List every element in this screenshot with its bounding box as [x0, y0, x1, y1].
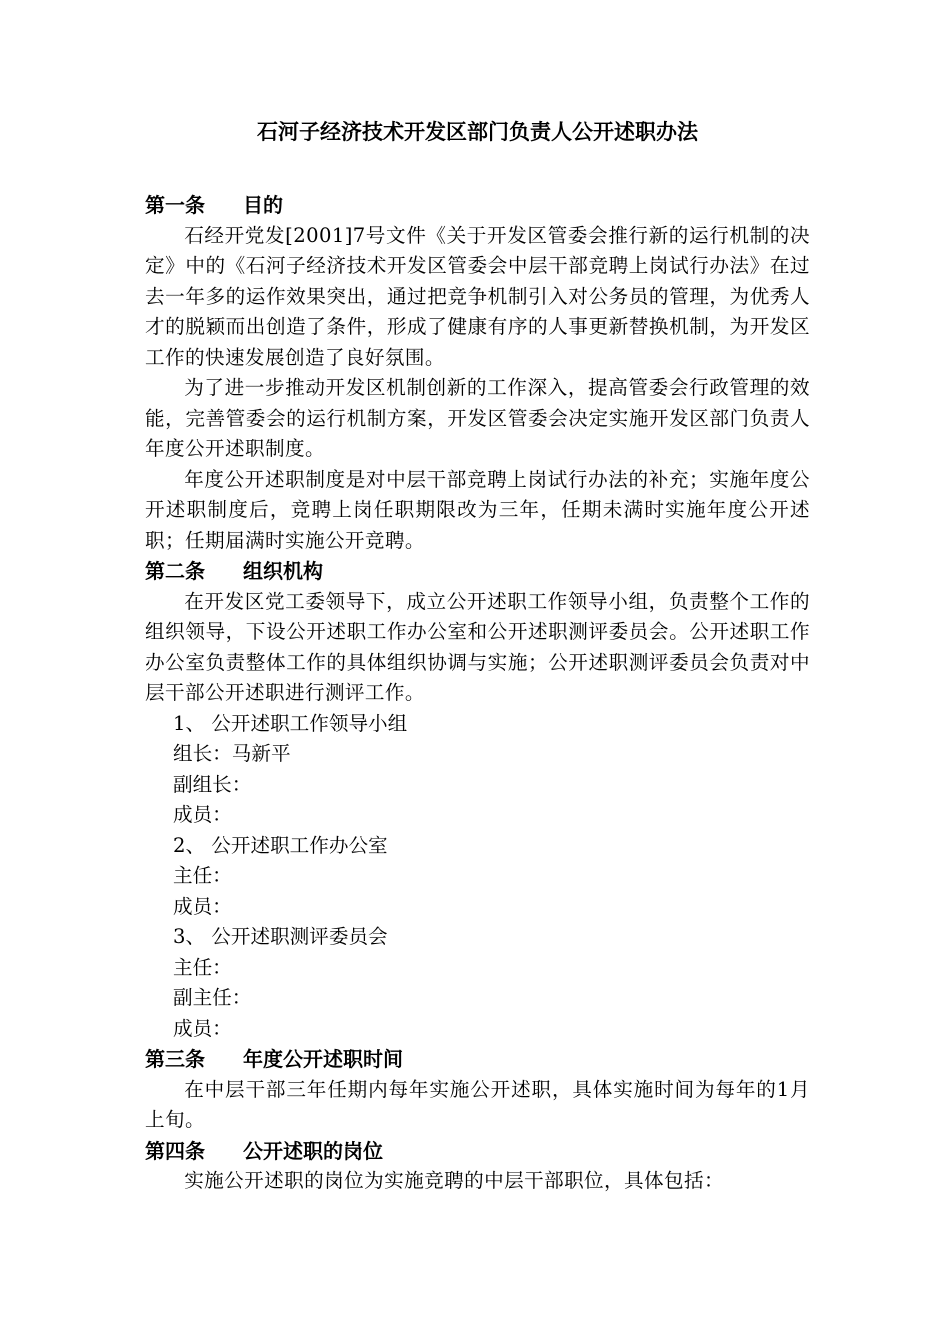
- org-line: 副组长：: [173, 772, 252, 796]
- document-title: 石河子经济技术开发区部门负责人公开述职办法: [257, 120, 698, 144]
- article-3-title: 年度公开述职时间: [243, 1047, 403, 1071]
- document-page: [145, 117, 810, 1197]
- article-3-heading: [145, 1044, 810, 1075]
- article-2-paragraph: 在开发区党工委领导下，成立公开述职工作领导小组，负责整个工作的组织领导，下设公开述职工作办公室和公开述职测评委员会。公开述职工作办公室负责整体工作的具体组织协调与实施；公开述职测评委员会负责对中层干部公开述职进行测评工作。: [145, 589, 810, 704]
- article-4-title: 公开述职的岗位: [243, 1138, 383, 1163]
- article-2-title: 组织机构: [243, 559, 323, 583]
- article-1-paragraph: 石经开党发[2001]7号文件《关于开发区管委会推行新的运行机制的决定》中的《石河子经济技术开发区管委会中层干部竞聘上岗试行办法》在过去一年多的运作效果突出，通过把竞争机制引入对公务员的管理，为优秀人才的脱颖而出创造了条件，形成了健康有序的人事更新替换机制，为开发区工作的快速发展创造了良好氛围。: [145, 223, 810, 369]
- article-3-paragraph: 在中层干部三年任期内每年实施公开述职，具体实施时间为每年的1月上旬。: [145, 1077, 810, 1131]
- article-1-heading: [145, 190, 810, 221]
- org-line: 成员：: [173, 894, 232, 918]
- org-group-heading: 2、 公开述职工作办公室: [173, 833, 388, 857]
- org-line: 副主任：: [173, 986, 252, 1009]
- org-line: 组长：马新平: [173, 742, 291, 765]
- org-line: 成员：: [173, 803, 232, 826]
- article-1-paragraph: 为了进一步推动开发区机制创新的工作深入，提高管委会行政管理的效能，完善管委会的运行机制方案，开发区管委会决定实施开发区部门负责人年度公开述职制度。: [145, 376, 810, 460]
- article-1-title: 目的: [243, 193, 283, 217]
- org-group-heading: 3、 公开述职测评委员会: [173, 925, 388, 948]
- article-4-paragraph: 实施公开述职的岗位为实施竞聘的中层干部职位，具体包括：: [184, 1169, 725, 1192]
- article-2-heading: [145, 556, 810, 587]
- org-line: 成员：: [173, 1016, 232, 1040]
- article-3-number: 第三条: [145, 1047, 205, 1071]
- article-1-number: 第一条: [145, 193, 205, 217]
- article-1-paragraph: 年度公开述职制度是对中层干部竞聘上岗试行办法的补充；实施年度公开述职制度后，竞聘上岗任职期限改为三年，任期未满时实施年度公开述职；任期届满时实施公开竞聘。: [145, 467, 810, 552]
- org-line: 主任：: [173, 955, 232, 979]
- article-2-number: 第二条: [145, 559, 205, 583]
- org-group-heading: 1、 公开述职工作领导小组: [173, 711, 408, 735]
- article-4-number: 第四条: [145, 1138, 205, 1163]
- article-4-heading: [145, 1136, 810, 1167]
- org-line: 主任：: [173, 864, 232, 887]
